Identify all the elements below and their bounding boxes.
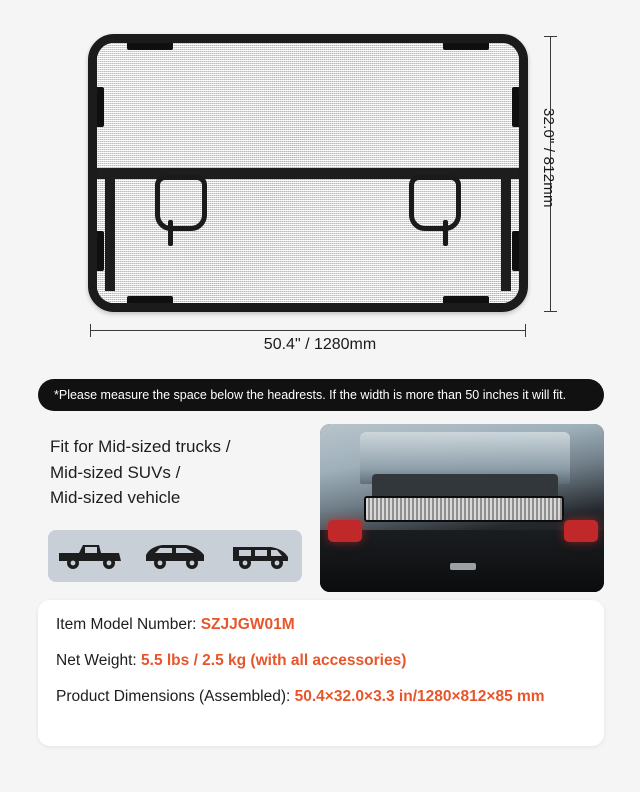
edge-clip-right [512, 87, 521, 127]
measurement-note-text: *Please measure the space below the headrests. If the width is more than 50 inches it will fit. [54, 387, 567, 402]
van-icon [225, 539, 295, 573]
edge-clip-top-left [127, 41, 173, 50]
photo-taillight-left [328, 520, 362, 542]
photo-cargo-floor [320, 530, 604, 592]
vehicle-icon-strip [48, 530, 302, 582]
photo-installed-net [364, 496, 564, 522]
spec-label-model: Item Model Number: [56, 616, 201, 633]
fitment-title-line2: Mid-sized SUVs / [50, 462, 181, 482]
measurement-note-bar [38, 379, 604, 411]
installed-product-photo [320, 424, 604, 592]
spec-row-model [56, 616, 586, 634]
spec-value-weight: 5.5 lbs / 2.5 kg (with all accessories) [141, 652, 407, 669]
product-illustration [88, 34, 528, 312]
suv-icon [140, 539, 210, 573]
edge-clip-left-lower [95, 231, 104, 271]
edge-clip-right-lower [512, 231, 521, 271]
width-dimension-label: 50.4" / 1280mm [263, 336, 377, 353]
fitment-title-line1: Fit for Mid-sized trucks / [50, 437, 231, 456]
right-vertical-strap [501, 179, 511, 291]
edge-clip-top-right [443, 41, 489, 50]
specifications-card [38, 600, 604, 746]
spec-value-dimensions: 50.4×32.0×3.3 in/1280×812×85 mm [294, 688, 545, 705]
spec-row-weight [56, 652, 586, 670]
fitment-section [38, 424, 604, 592]
height-dimension-label: 32.0" / 812mm [540, 108, 557, 208]
photo-taillight-right [564, 520, 598, 542]
fitment-text-block [50, 434, 330, 511]
product-diagram-area [0, 0, 640, 370]
edge-clip-bottom-right [443, 296, 489, 305]
spec-row-dimensions [56, 688, 586, 706]
right-hook-tail [443, 220, 448, 246]
right-hook-loop [409, 175, 461, 231]
fitment-title-line3: Mid-sized vehicle [50, 488, 181, 507]
product-frame [88, 34, 528, 312]
spec-label-weight: Net Weight: [56, 652, 142, 669]
edge-clip-left [95, 87, 104, 127]
spec-label-dimensions: Product Dimensions (Assembled): [56, 688, 295, 705]
width-dimension-line [90, 330, 526, 331]
spec-value-model: SZJJGW01M [200, 616, 295, 633]
photo-tailgate-latch [450, 563, 476, 570]
left-hook-tail [168, 220, 173, 246]
left-hook-loop [155, 175, 207, 231]
edge-clip-bottom-left [127, 296, 173, 305]
left-vertical-strap [105, 179, 115, 291]
pickup-truck-icon [55, 539, 125, 573]
